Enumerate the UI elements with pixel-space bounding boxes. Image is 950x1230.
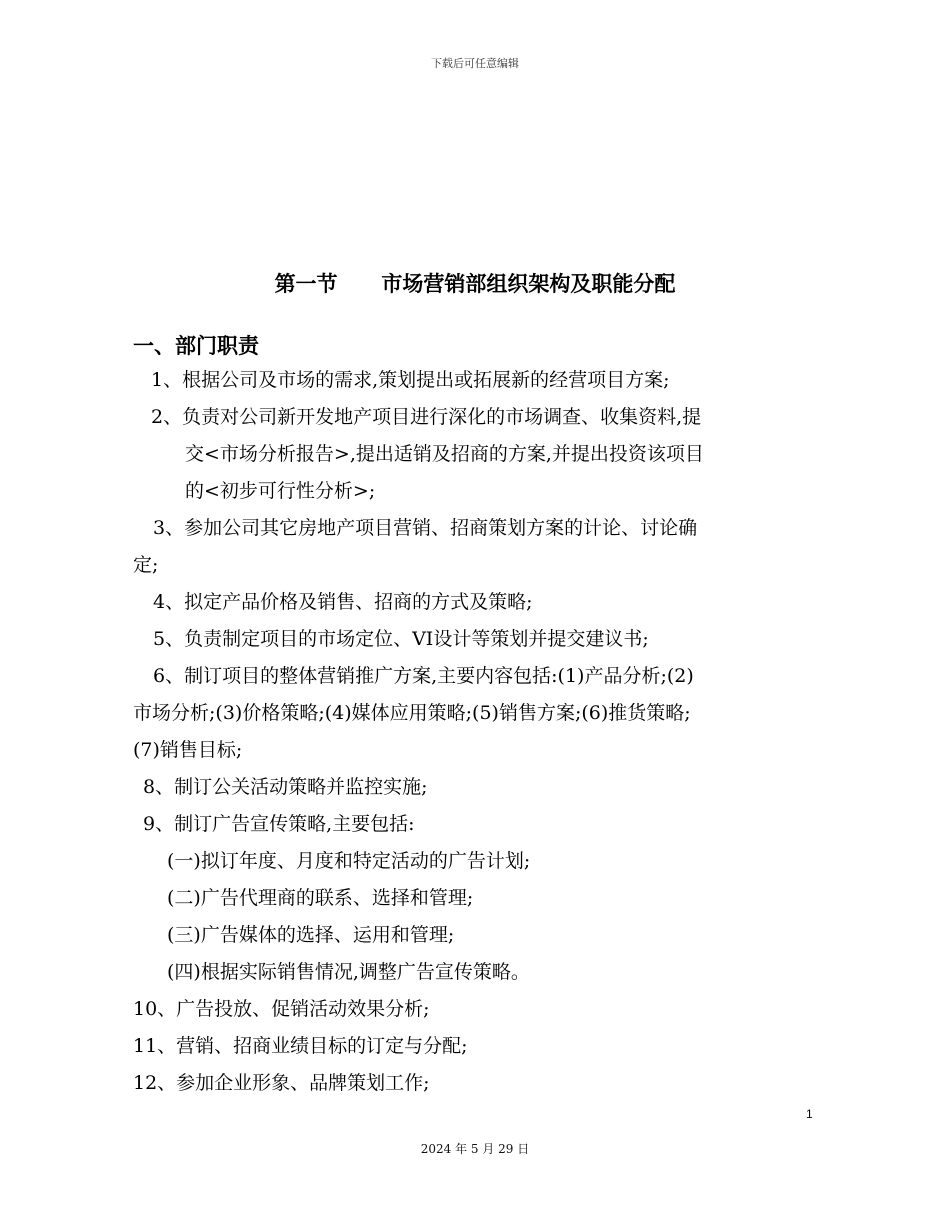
duty-line: 3、参加公司其它房地产项目营销、招商策划方案的计论、讨论确	[153, 517, 698, 539]
duty-line: 11、营销、招商业绩目标的订定与分配;	[133, 1035, 468, 1057]
footer-date: 2024 年 5 月 29 日	[420, 1142, 530, 1156]
duty-line: (一)拟订年度、月度和特定活动的广告计划;	[167, 850, 531, 872]
duty-line: (二)广告代理商的联系、选择和管理;	[167, 887, 474, 909]
duty-line: 4、拟定产品价格及销售、招商的方式及策略;	[153, 591, 533, 613]
duty-line: 2、负责对公司新开发地产项目进行深化的市场调查、收集资料,提	[151, 406, 702, 428]
duty-line: 10、广告投放、促销活动效果分析;	[133, 998, 430, 1020]
duty-line: (三)广告媒体的选择、运用和管理;	[167, 924, 455, 946]
duty-line: 6、制订项目的整体营销推广方案,主要内容包括:(1)产品分析;(2)	[153, 665, 694, 687]
section-title: 第一节 市场营销部组织架构及职能分配	[274, 272, 676, 296]
duty-line: 12、参加企业形象、品牌策划工作;	[133, 1072, 430, 1094]
duty-line: 交<市场分析报告>,提出适销及招商的方案,并提出投资该项目	[185, 443, 704, 465]
duty-line: 8、制订公关活动策略并监控实施;	[143, 776, 428, 798]
duty-line: 的<初步可行性分析>;	[185, 480, 376, 502]
duty-line: 市场分析;(3)价格策略;(4)媒体应用策略;(5)销售方案;(6)推货策略;	[133, 702, 691, 724]
header-note: 下载后可任意编辑	[431, 57, 519, 70]
duty-line: 定;	[133, 554, 159, 576]
duty-line: (四)根据实际销售情况,调整广告宣传策略。	[167, 961, 530, 983]
duties-list	[133, 362, 823, 1102]
duty-line: 1、根据公司及市场的需求,策划提出或拓展新的经营项目方案;	[151, 369, 670, 391]
duty-line: (7)销售目标;	[133, 739, 243, 761]
duty-line: 9、制订广告宣传策略,主要包括:	[143, 813, 415, 835]
heading-department-duties: 一、部门职责	[133, 334, 259, 358]
page-number: 1	[806, 1107, 813, 1121]
duty-line: 5、负责制定项目的市场定位、VI设计等策划并提交建议书;	[153, 628, 649, 650]
